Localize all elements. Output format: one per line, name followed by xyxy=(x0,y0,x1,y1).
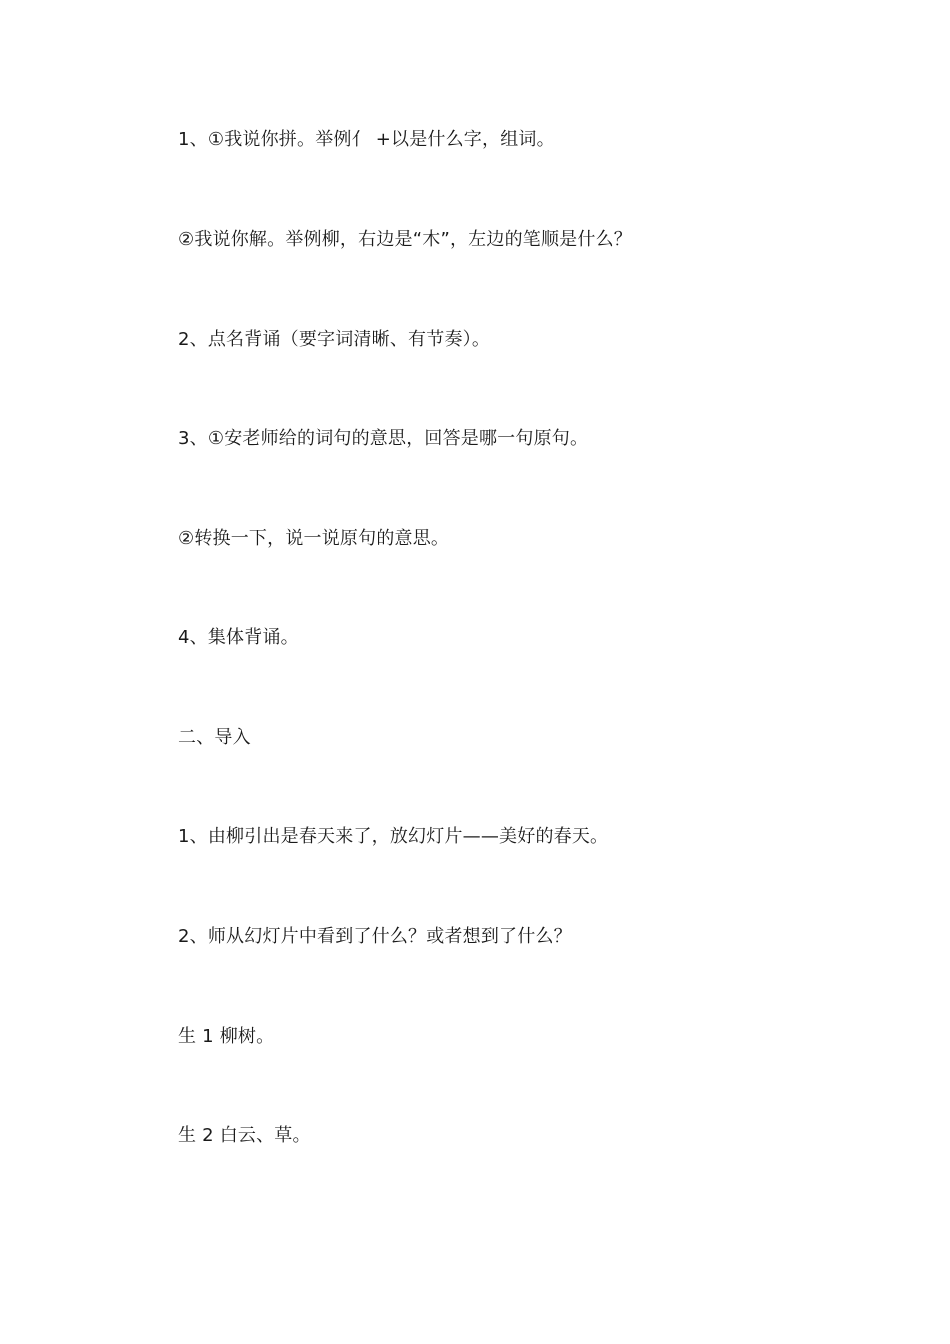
text-line: 生 2 白云、草。 xyxy=(178,1125,311,1146)
text-line: 3、①安老师给的词句的意思，回答是哪一句原句。 xyxy=(178,428,589,449)
text-line: ②转换一下，说一说原句的意思。 xyxy=(178,528,450,549)
text-line: 1、由柳引出是春天来了，放幻灯片——美好的春天。 xyxy=(178,826,609,847)
text-line: 2、点名背诵（要字词清晰、有节奏）。 xyxy=(178,329,491,350)
text-line: 2、师从幻灯片中看到了什么？或者想到了什么？ xyxy=(178,926,572,947)
section-heading: 二、导入 xyxy=(178,727,251,748)
text-line: 1、①我说你拼。举例亻 +以是什么字，组词。 xyxy=(178,129,555,150)
text-line: 4、集体背诵。 xyxy=(178,627,299,648)
text-line: ②我说你解。举例柳，右边是“木”，左边的笔顺是什么？ xyxy=(178,229,632,250)
text-line: 生 1 柳树。 xyxy=(178,1026,275,1047)
